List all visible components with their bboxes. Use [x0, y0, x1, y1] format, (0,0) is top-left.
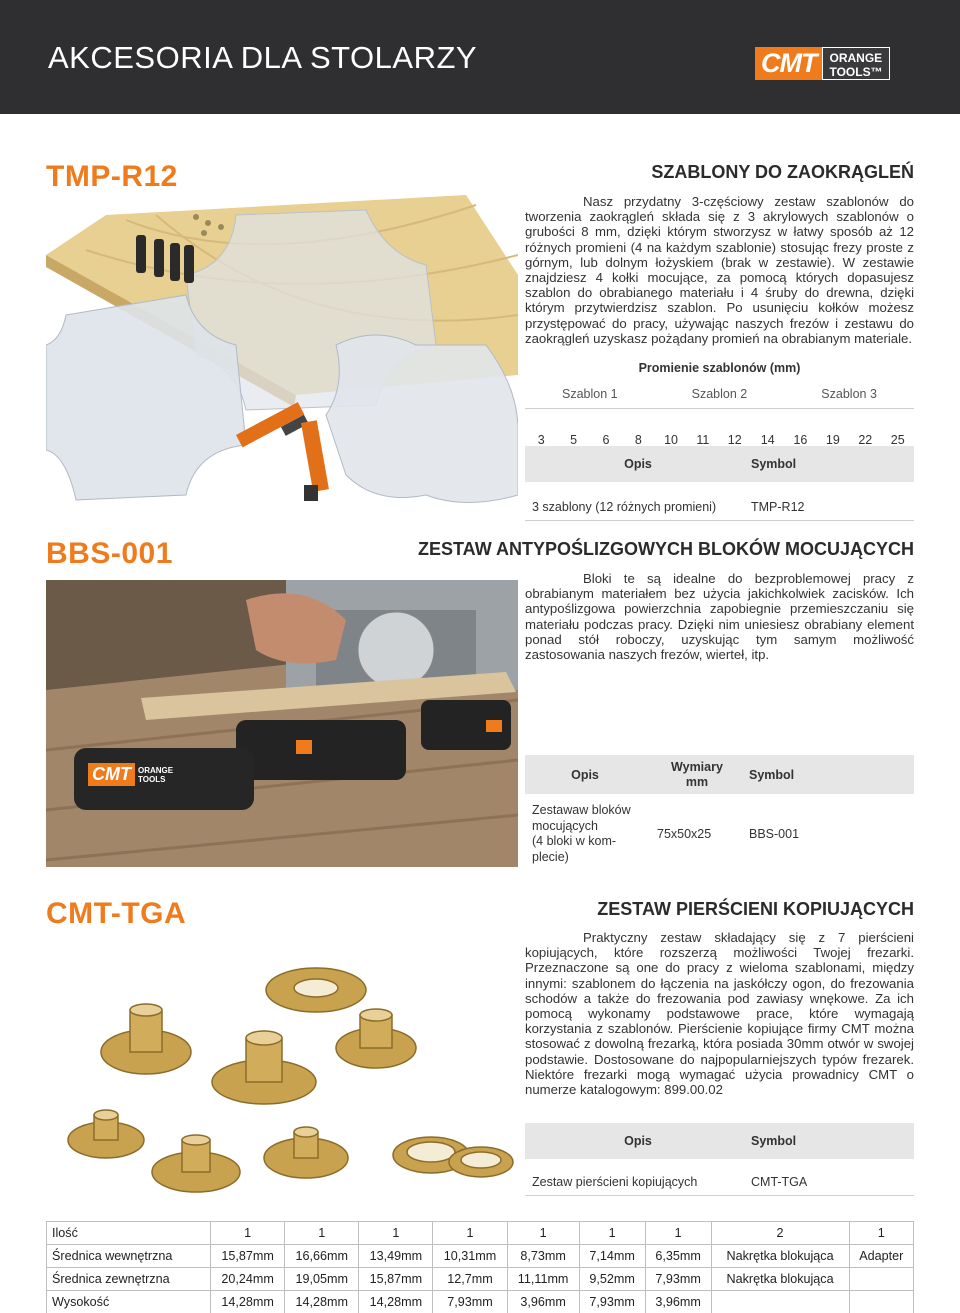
table-row: Ilość 1 1 1 1 1 1 1 2 1: [47, 1222, 914, 1245]
rings-photo: [46, 940, 518, 1200]
description-tmp: Nasz przydatny 3-częściowy zestaw szablonów do tworzenia zaokrągleń składa się z 3 akrylowych szablonów o grubości 8 mm, dzięki którym stworzysz w łatwy sposób aż 12 różnych promieni (4 na każdym szablonie) stosując frezy proste z górnym, lub dolnym łożyskiem (brak w zestawie). W zestawie znajdziesz 4 kołki mocujące, za pomocą których dopasujesz szablon do obrabianego materiału i 4 śruby do drewna, dzięki którym przytwierdzisz szablon. Po usunięciu kołków możesz przystępować do pracy, używając naszych frezów i zestawu do zaokrągleń uzyskasz pożądany promień na obrabianym materiale.: [525, 194, 914, 346]
description-tga: Praktyczny zestaw składający się z 7 pierścieni kopiujących, które rozszerzą możliwości Twojej frezarki. Przeznaczone są one do pracy z wieloma szablonami, między innymi: szablonem do łączenia na jaskółczy ogon, do frezowania schodów a także do frezowania pod zawiasy wnękowe. Za ich pomocą wykonamy podstawowe prace, które wymagają korzystania z szablonów. Pierścienie kopiujące firmy CMT można stosować z dowolną frezarką, która posiada 30mm otwór w swojej podstawie. Dostosowane do najpopularniejszych typów frezarek. Niektóre frezarki mogą wymagać użycia prowadnicy CMT o numerze katalogowym: 899.00.02: [525, 930, 914, 1098]
column-header-symbol: Symbol: [751, 1134, 797, 1148]
page-header: [0, 0, 960, 114]
section-title-tmp: SZABLONY DO ZAOKRĄGLEŃ: [651, 162, 914, 182]
table-cell-symbol: BBS-001: [749, 827, 800, 841]
radius-value: 10: [664, 432, 679, 447]
radius-value: 14: [760, 432, 775, 447]
column-header-opis: Opis: [571, 767, 599, 782]
column-header-wymiary: Wymiary mm: [671, 759, 723, 789]
table-row: Średnica wewnętrzna 15,87mm 16,66mm 13,49mm 10,31mm 8,73mm 7,14mm 6,35mm Nakrętka blokująca Adapter: [47, 1245, 914, 1268]
photo-block-logo: CMT ORANGE TOOLS: [88, 763, 173, 786]
radii-table: [525, 380, 914, 453]
template-2-label: Szablon 2: [691, 386, 748, 401]
section-title-tga: ZESTAW PIERŚCIENI KOPIUJĄCYCH: [597, 899, 914, 919]
templates-photo: [46, 195, 518, 510]
radius-value: 22: [858, 432, 873, 447]
product-code-tga: CMT-TGA: [46, 897, 187, 930]
table-cell-symbol: CMT-TGA: [751, 1174, 808, 1189]
radius-value: 16: [793, 432, 808, 447]
column-header-opis: Opis: [624, 457, 652, 471]
table-cell-symbol: TMP-R12: [751, 499, 805, 514]
description-bbs: Bloki te są idealne do bezproblemowej pracy z obrabianym materiałem bez użycia jakichkolwiek zacisków. Ich antypoślizgowa powierzchnia zapobiegnie przemieszczaniu się materiału podczas pracy. Dzięki nim uniesiesz obrabiany element ponad stół roboczy, uzyskując tym samym możliwość zastosowania naszych frezów, wierteł, itp.: [525, 571, 914, 663]
logo-cmt-text: CMT: [755, 47, 822, 80]
section-title-bbs: ZESTAW ANTYPOŚLIZGOWYCH BLOKÓW MOCUJĄCYCH: [418, 539, 914, 559]
page-title: AKCESORIA DLA STOLARZY: [48, 40, 478, 75]
template-1-label: Szablon 1: [562, 386, 618, 401]
radius-value: 5: [570, 432, 578, 447]
table-row: Średnica zewnętrzna 20,24mm 19,05mm 15,87mm 12,7mm 11,11mm 9,52mm 7,93mm Nakrętka blokująca: [47, 1268, 914, 1291]
radius-value: 6: [602, 432, 610, 447]
table-cell-wymiary: 75x50x25: [657, 827, 712, 841]
radii-title: Promienie szablonów (mm): [638, 361, 801, 375]
product-table-tmp: [525, 446, 914, 521]
table-cell-opis: Zestaw pierścieni kopiujących: [532, 1174, 698, 1189]
product-table-bbs: [525, 755, 914, 868]
table-row: Wysokość 14,28mm 14,28mm 14,28mm 7,93mm 3,96mm 7,93mm 3,96mm: [47, 1291, 914, 1313]
column-header-symbol: Symbol: [751, 457, 797, 471]
rings-spec-table: [46, 1221, 914, 1313]
radius-value: 12: [727, 432, 742, 447]
product-code-bbs: BBS-001: [46, 537, 173, 570]
radius-value: 3: [537, 432, 545, 447]
radius-value: 19: [825, 432, 840, 447]
table-cell-opis: 3 szablony (12 różnych promieni): [532, 499, 717, 514]
blocks-photo: [46, 580, 518, 867]
radius-value: 11: [696, 432, 710, 447]
cmt-logo: [755, 47, 890, 80]
table-cell-opis: Zestawaw bloków mocujących (4 bloki w kom- plecie): [532, 803, 631, 864]
product-code-tmp: TMP-R12: [46, 160, 178, 193]
column-header-symbol: Symbol: [749, 767, 795, 782]
logo-orange-tools: ORANGE TOOLS™: [822, 47, 889, 80]
column-header-opis: Opis: [624, 1134, 652, 1148]
radius-value: 8: [634, 432, 642, 447]
template-3-label: Szablon 3: [821, 386, 877, 401]
radius-value: 25: [890, 432, 905, 447]
product-table-tga: [525, 1123, 914, 1196]
